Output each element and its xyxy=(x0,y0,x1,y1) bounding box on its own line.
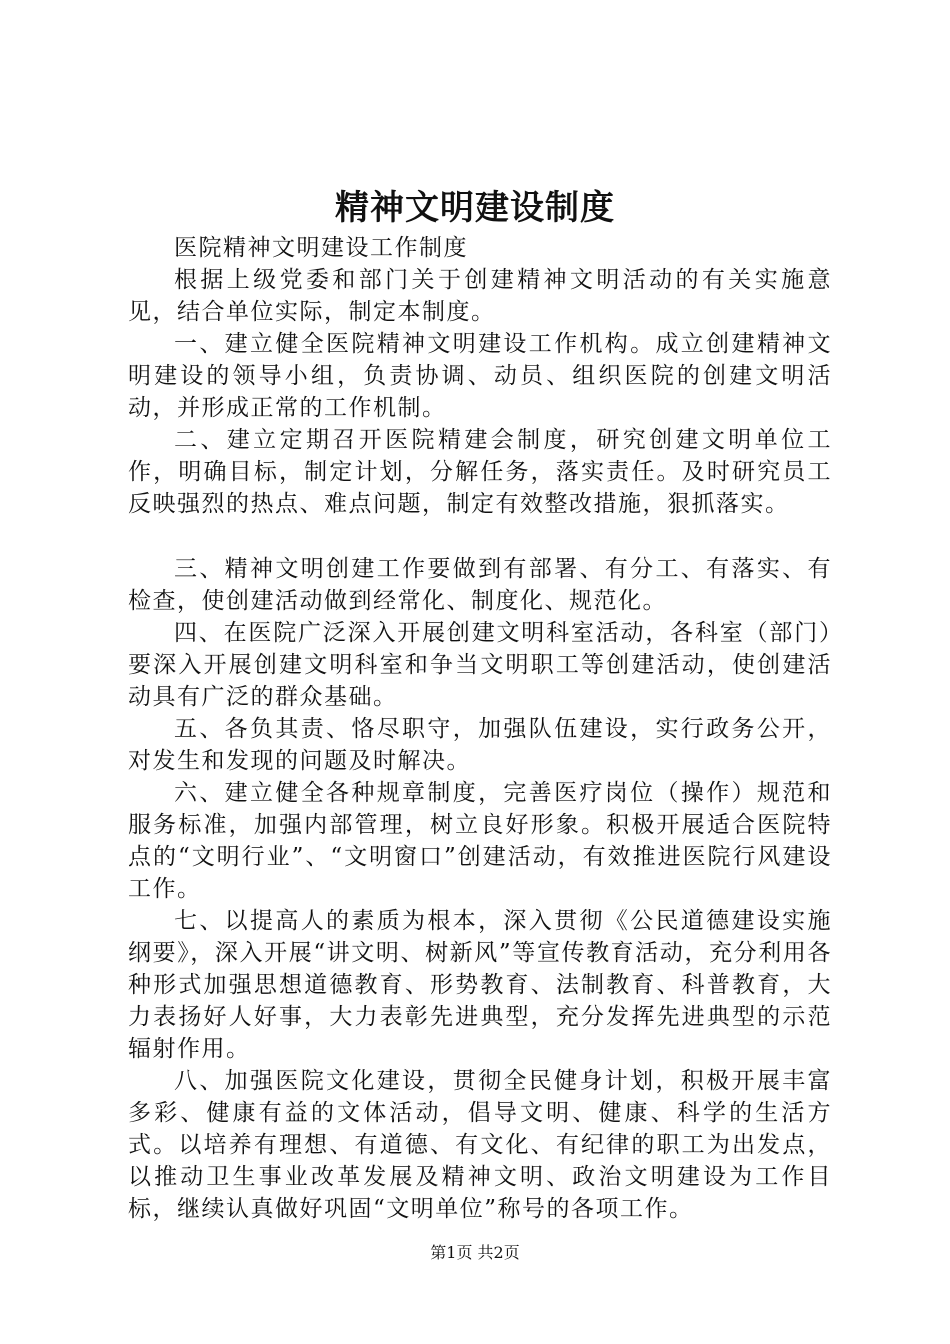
paragraph-subtitle: 医院精神文明建设工作制度 xyxy=(174,235,468,261)
page-title: 精神文明建设制度 xyxy=(335,188,615,228)
paragraph-item-1: 一、建立健全医院精神文明建设工作机构。成立创建精神文明建设的领导小组，负责协调、动员、组织医院的创建文明活动，并形成正常的工作机制。 xyxy=(128,331,832,421)
paragraph-item-7: 七、以提高人的素质为根本，深入贯彻《公民道德建设实施纲要》，深入开展“讲文明、树新风”等宣传教育活动，充分利用各种形式加强思想道德教育、形势教育、法制教育、科普教育，大力表扬好人好事，大力表彰先进典型，充分发挥先进典型的示范辐射作用。 xyxy=(128,908,832,1062)
document-body xyxy=(128,232,832,1225)
paragraph-item-6: 六、建立健全各种规章制度，完善医疗岗位（操作）规范和服务标准，加强内部管理，树立良好形象。积极开展适合医院特点的“文明行业”、“文明窗口”创建活动，有效推进医院行风建设工作。 xyxy=(128,780,832,902)
paragraph-item-5: 五、各负其责、恪尽职守，加强队伍建设，实行政务公开，对发生和发现的问题及时解决。 xyxy=(128,716,832,774)
paragraph-item-3: 三、精神文明创建工作要做到有部署、有分工、有落实、有检查，使创建活动做到经常化、制度化、规范化。 xyxy=(128,556,832,614)
paragraph-item-2: 二、建立定期召开医院精建会制度，研究创建文明单位工作，明确目标，制定计划，分解任务，落实责任。及时研究员工反映强烈的热点、难点问题，制定有效整改措施，狠抓落实。 xyxy=(128,427,832,517)
page-number-footer: 第1页 共2页 xyxy=(430,1243,520,1262)
paragraph-item-8: 八、加强医院文化建设，贯彻全民健身计划，积极开展丰富多彩、健康有益的文体活动，倡导文明、健康、科学的生活方式。以培养有理想、有道德、有文化、有纪律的职工为出发点，以推动卫生事业改革发展及精神文明、政治文明建设为工作目标，继续认真做好巩固“文明单位”称号的各项工作。 xyxy=(128,1068,832,1222)
paragraph-item-4: 四、在医院广泛深入开展创建文明科室活动，各科室（部门）要深入开展创建文明科室和争当文明职工等创建活动，使创建活动具有广泛的群众基础。 xyxy=(128,620,832,710)
paragraph-intro: 根据上级党委和部门关于创建精神文明活动的有关实施意见，结合单位实际，制定本制度。 xyxy=(128,267,832,325)
